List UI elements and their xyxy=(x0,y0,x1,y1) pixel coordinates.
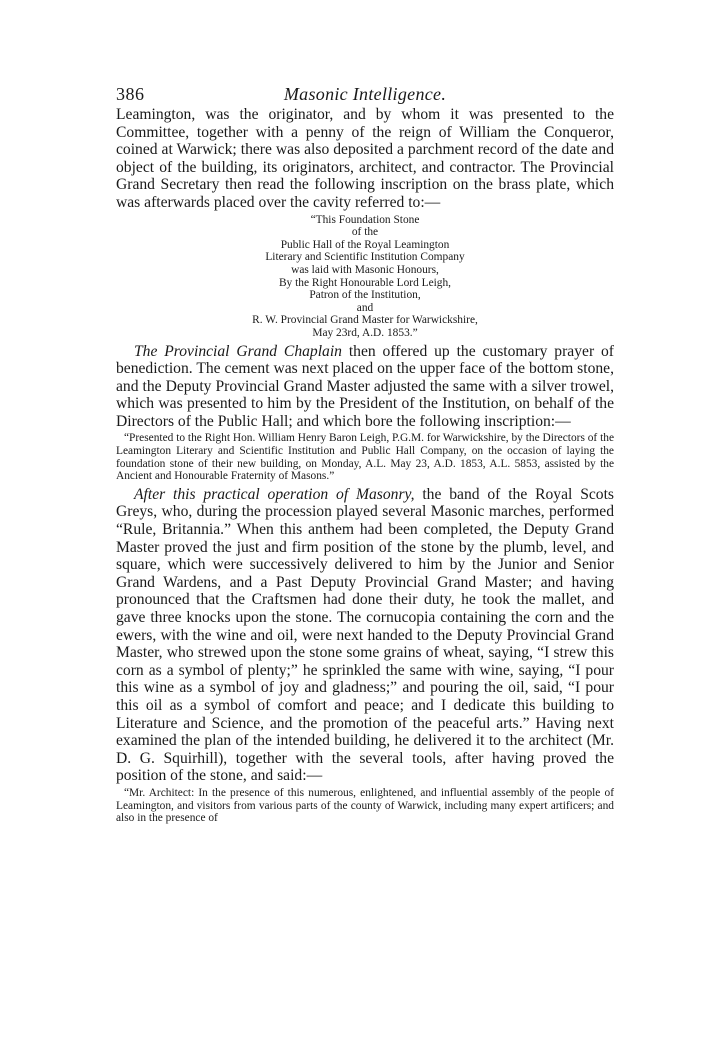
foundation-stone-inscription xyxy=(116,214,614,340)
body-paragraph-1: Leamington, was the originator, and by whom it was presented to the Committee, together with a penny of the reign of William the Conqueror, coined at Warwick; there was also deposited a parchment record of the date and object of the building, its originators, architect, and contractor. The Provincial Grand Secretary then read the following inscription on the brass plate, which was afterwards placed over the cavity referred to:— xyxy=(116,106,614,211)
inscription-line: was laid with Masonic Honours, xyxy=(291,263,439,276)
paragraph-2-lead: The Provincial Grand Chaplain xyxy=(134,342,342,360)
document-page xyxy=(116,76,614,828)
trowel-inscription: “Presented to the Right Hon. William Henry Baron Leigh, P.G.M. for Warwickshire, by the Directors of the Leamington Literary and Scientific Institution and Public Hall Company, on the occasion of laying the foundation stone of their new building, on Monday, A.L. May 23, A.D. 1853, A.L. 5853, assisted by the Ancient and Honourable Fraternity of Masons.” xyxy=(116,432,614,483)
inscription-line: and xyxy=(356,301,374,314)
architect-address: “Mr. Architect: In the presence of this numerous, enlightened, and influential assembly of the people of Leamington, and visitors from various parts of the county of Warwick, including many expert artificers; and also in the presence of xyxy=(116,786,614,825)
paragraph-2-text: then offered up the customary prayer of benediction. The cement was next placed on the upper face of the bottom stone, and the Deputy Provincial Grand Master adjusted the same with a silver trowel, which was presented to him by the President of the Institution, on behalf of the Directors of the Public Hall; and which bore the following inscription:— xyxy=(116,342,614,430)
body-paragraph-2 xyxy=(116,343,614,431)
paragraph-3-text: the band of the Royal Scots Greys, who, during the procession played several Masonic marches, performed “Rule, Britannia.” When this anthem had been completed, the Deputy Grand Master proved the just and firm position of the stone by the plumb, level, and square, which were successively delivered to him by the Junior and Senior Grand Wardens, and a Past Deputy Provincial Grand Master; and having pronounced that the Craftsmen had done their duty, he took the mallet, and gave three knocks upon the stone. The cornucopia containing the corn and the ewers, with the wine and oil, were next handed to the Deputy Provincial Grand Master, who strewed upon the stone some grains of wheat, saying, “I strew this corn as a symbol of plenty;” he sprinkled the same with wine, saying, “I pour this wine as a symbol of joy and gladness;” and pouring the oil, said, “I pour this oil as a symbol of comfort and peace; and I dedicate this building to Literature and Science, and the promotion of the peaceful arts.” Having next examined the plan of the intended building, he delivered it to the architect (Mr. D. G. Squirhill), together with the several tools, after having proved the position of the stone, and said:— xyxy=(116,485,614,785)
inscription-line: “This Foundation Stone xyxy=(310,213,420,226)
inscription-line: By the Right Honourable Lord Leigh, xyxy=(278,276,452,289)
paragraph-3-lead: After this practical operation of Masonry, xyxy=(134,485,415,503)
running-title: Masonic Intelligence. xyxy=(283,84,447,104)
inscription-line: Literary and Scientific Institution Company xyxy=(265,251,465,264)
inscription-line: May 23rd, A.D. 1853.” xyxy=(312,326,418,339)
page-number: 386 xyxy=(116,84,145,104)
inscription-line: R. W. Provincial Grand Master for Warwickshire, xyxy=(252,314,478,327)
inscription-line: of the xyxy=(351,226,379,239)
inscription-line: Patron of the Institution, xyxy=(309,289,421,302)
body-paragraph-3 xyxy=(116,486,614,785)
running-header xyxy=(116,76,614,106)
inscription-line: Public Hall of the Royal Leamington xyxy=(280,238,450,251)
